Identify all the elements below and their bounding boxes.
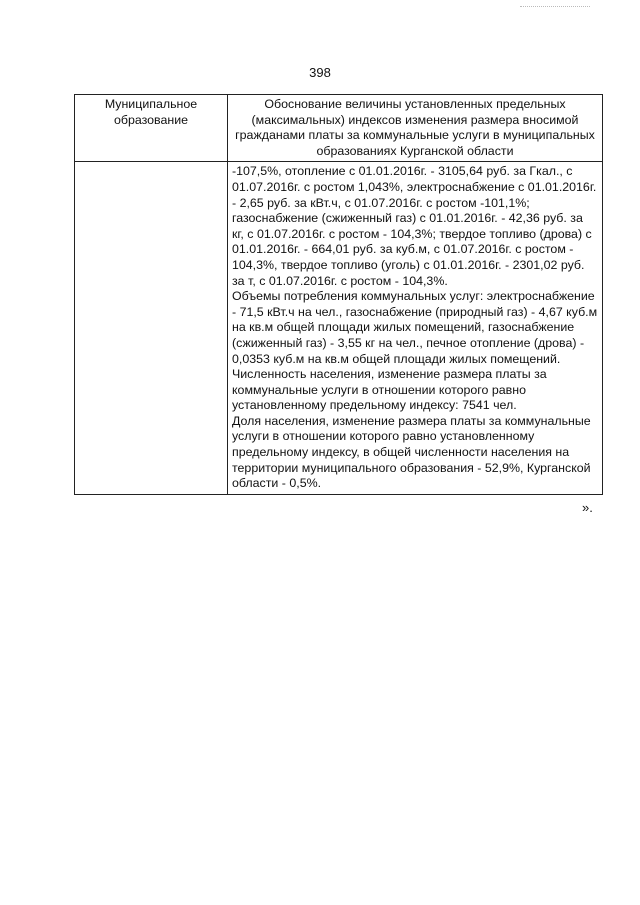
share-paragraph: Доля населения, изменение размера платы за коммунальные услуги в отношении которого равно установленному предельному индексу, в общей численности населения на территории муниципального образования - 52,9%, Курганской области - 0,5%. — [232, 413, 591, 491]
table-header-row — [75, 95, 603, 162]
header-justification: Обоснование величины установленных предельных (максимальных) индексов изменения размера вносимой гражданами платы за коммунальные услуги в муниципальных образованиях Курганской области — [228, 95, 603, 162]
justification-table — [74, 94, 603, 495]
header-municipality: Муниципальное образование — [75, 95, 228, 162]
population-paragraph: Численность населения, изменение размера платы за коммунальные услуги в отношении которого равно установленному предельному индексу: 7541 чел. — [232, 367, 547, 413]
page-number: 398 — [309, 65, 331, 80]
justification-cell — [228, 162, 603, 494]
consumption-paragraph: Объемы потребления коммунальных услуг: электроснабжение - 71,5 кВт.ч на чел., газоснабжение (природный газ) - 4,67 куб.м на кв.м общей площади жилых помещений, газоснабжение (сжиженный газ) - 3,55 кг на чел., печное отопление (дрова) - 0,0353 куб.м на кв.м общей площади жилых помещений. — [232, 289, 598, 366]
table-row — [75, 162, 603, 494]
tariff-paragraph: -107,5%, отопление с 01.01.2016г. - 3105,64 руб. за Гкал., с 01.07.2016г. с ростом 1,043%, электроснабжение с 01.01.2016г. - 2,65 руб. за кВт.ч, с 01.07.2016г. с ростом -101,1%; газоснабжение (сжиженный газ) с 01.01.2016г. - 42,36 руб. за кг, с 01.07.2016г. с ростом - 104,3%; твердое топливо (дрова) с 01.01.2016г. - 664,01 руб. за куб.м, с 01.07.2016г. с ростом - 104,3%, твердое топливо (уголь) с 01.01.2016г. - 2301,02 руб. за т, с 01.07.2016г. с ростом - 104,3%. — [232, 164, 597, 288]
municipality-cell — [75, 162, 228, 494]
scan-artifact — [520, 6, 590, 9]
closing-quote: ». — [582, 500, 593, 515]
